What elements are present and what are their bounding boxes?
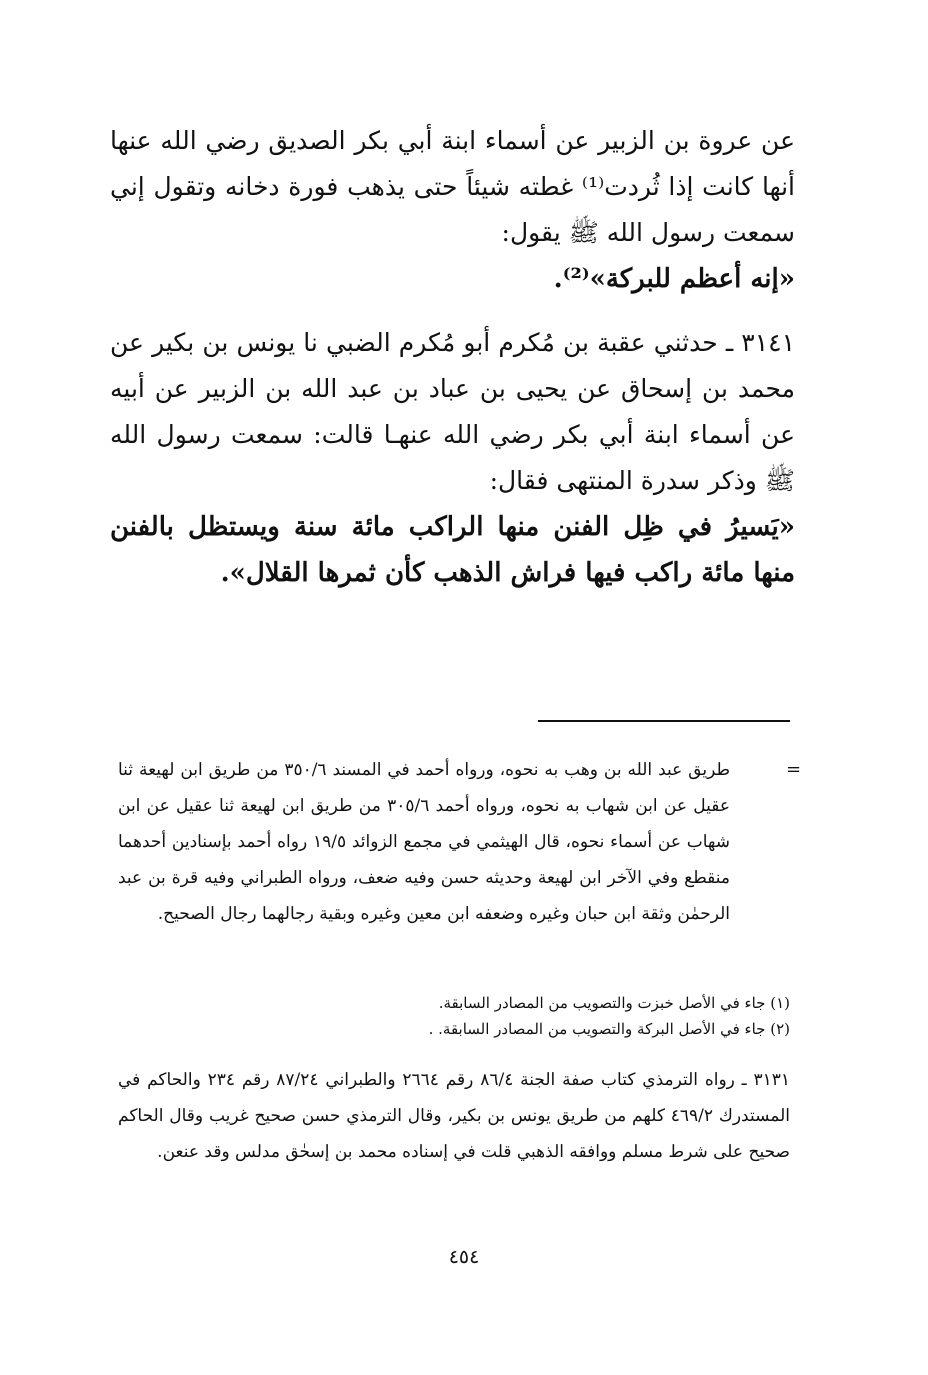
footnote-continued-text: طريق عبد الله بن وهب به نحوه، ورواه أحمد في المسند ٣٥٠/٦ من طريق ابن لهيعة ثنا عقيل عن ابن شهاب به نحوه، ورواه أحمد ٣٠٥/٦ من طريق ابن لهيعة ثنا عقيل عن ابن شهاب عن أسماء نحوه، قال الهيثمي في مجمع الزوائد ١٩/٥ رواه أحمد بإسنادين أحدهما منقطع وفي الآخر ابن لهيعة وحديثه حسن وفيه ضعف، ورواه الطبراني وفيه قرة بن عبد الرحمٰن وثقة ابن حبان وغيره وضعفه ابن معين وغيره وبقية رجالهما رجال الصحيح. xyxy=(118,760,731,924)
hadith-quote-2: «يَسيرُ في ظِل الفنن منها الراكب مائة سنة ويستظل بالفنن منها مائة راكب فيها فراش الذهب كأن ثمرها القلال». xyxy=(110,512,795,588)
continuation-mark: = xyxy=(786,759,802,780)
reference-footnote xyxy=(118,1062,790,1170)
main-paragraph-1: عن عروة بن الزبير عن أسماء ابنة أبي بكر الصديق رضي الله عنها أنها كانت إذا ثُردت⁽¹⁾ غطته شيئاً حتى يذهب فورة دخانه وتقول إني سمعت رسول الله ﷺ يقول: xyxy=(110,126,795,247)
short-footnotes xyxy=(300,990,790,1042)
main-paragraph-2: ٣١٤١ ـ حدثني عقبة بن مُكرم أبو مُكرم الضبي نا يونس بن بكير عن محمد بن إسحاق عن يحيى بن عباد بن عبد الله بن الزبير عن أبيه عن أسماء ابنة أبي بكر رضي الله عنهـا قالت: سمعت رسول الله ﷺ وذكر سدرة المنتهى فقال: xyxy=(110,328,795,495)
hadith-quote-1: «إنه أعظم للبركة»⁽²⁾. xyxy=(553,264,795,294)
reference-footnote-text: ٣١٣١ ـ رواه الترمذي كتاب صفة الجنة ٨٦/٤ رقم ٢٦٦٤ والطبراني ٨٧/٢٤ رقم ٢٣٤ والحاكم في المستدرك ٤٦٩/٢ كلهم من طريق يونس بن بكير، وقال الترمذي حسن صحيح غريب وقال الحاكم صحيح على شرط مسلم ووافقه الذهبي قلت في إسناده محمد بن إسحٰق مدلس وقد عنعن. xyxy=(118,1070,791,1162)
footnote-divider xyxy=(538,720,790,722)
footnote-2: (٢) جاء في الأصل البركة والتصويب من المصادر السابقة. . xyxy=(428,1020,790,1038)
footnote-1: (١) جاء في الأصل خبزت والتصويب من المصادر السابقة. xyxy=(438,994,790,1012)
page-number: ٤٥٤ xyxy=(448,1246,480,1268)
footnote-continued xyxy=(118,752,730,932)
main-text-block xyxy=(110,118,795,596)
